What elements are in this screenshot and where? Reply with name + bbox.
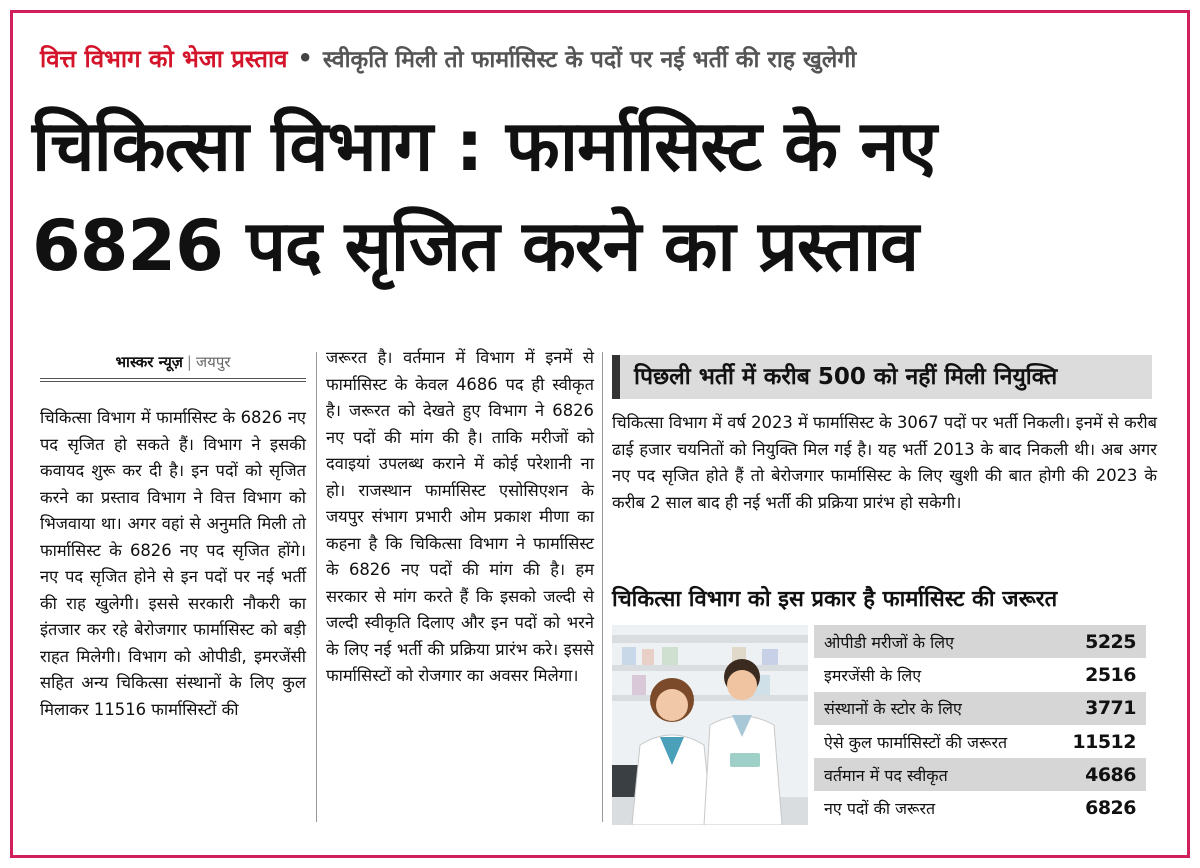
headline-line-2: 6826 पद सृजित करने का प्रस्ताव <box>32 205 919 287</box>
table-row <box>814 791 1146 824</box>
row-label: ऐसे कुल फार्मासिस्टों की जरूरत <box>824 732 1008 752</box>
row-label: ओपीडी मरीजों के लिए <box>824 632 954 652</box>
table-row <box>814 692 1146 725</box>
row-value: 2516 <box>1085 663 1136 686</box>
headline <box>32 96 1172 296</box>
headline-line-1: चिकित्सा विभाग : फार्मासिस्ट के नए <box>32 105 936 187</box>
sidebar-subhead: पिछली भर्ती में करीब 500 को नहीं मिली नियुक्ति <box>612 355 1152 399</box>
article-column-1: चिकित्सा विभाग में फार्मासिस्ट के 6826 नए पद सृजित हो सकते हैं। विभाग ने इसकी कवायद शुरू कर दी है। इन पदों को सृजित करने का प्रस्ताव विभाग ने वित्त विभाग को भिजवाया था। अगर वहां से अनुमति मिली तो फार्मासिस्ट के 6826 नए पद सृजित होंगे। नए पद सृजित होने से इन पदों पर नई भर्ती की राह खुलेगी। इससे सरकारी नौकरी का इंतजार कर रहे बेरोजगार फार्मासिस्ट को बड़ी राहत मिलेगी। विभाग को ओपीडी, इमरजेंसी सहित अन्य चिकित्सा संस्थानों के लिए कुल मिलाकर 11516 फार्मासिस्टों की <box>40 408 306 719</box>
kicker-subtext: स्वीकृति मिली तो फार्मासिस्ट के पदों पर नई भर्ती की राह खुलेगी <box>322 47 857 73</box>
row-label: इमरजेंसी के लिए <box>824 665 922 685</box>
row-value: 6826 <box>1085 797 1136 820</box>
needs-table <box>814 625 1146 825</box>
kicker-line <box>40 38 856 78</box>
row-label: वर्तमान में पद स्वीकृत <box>824 765 948 785</box>
pharmacist-photo <box>612 625 808 825</box>
table-title: चिकित्सा विभाग को इस प्रकार है फार्मासिस्ट की जरूरत <box>612 587 1058 612</box>
table-row <box>814 725 1146 758</box>
row-value: 5225 <box>1085 630 1136 653</box>
table-row <box>814 758 1146 791</box>
row-label: संस्थानों के स्टोर के लिए <box>824 699 962 719</box>
byline <box>40 352 306 382</box>
row-value: 11512 <box>1072 730 1136 753</box>
byline-city: जयपुर <box>195 353 231 371</box>
column-divider <box>602 352 603 822</box>
byline-separator: | <box>186 353 192 371</box>
row-value: 3771 <box>1085 697 1136 720</box>
row-value: 4686 <box>1085 763 1136 786</box>
article-column-2: जरूरत है। वर्तमान में विभाग में इनमें से फार्मासिस्ट के केवल 4686 पद ही स्वीकृत है। जरूरत को देखते हुए विभाग ने 6826 नए पदों की मांग की है। ताकि मरीजों को दवाइयां उपलब्ध कराने में कोई परेशानी ना हो। राजस्थान फार्मासिस्ट एसोसिएशन के जयपुर संभाग प्रभारी ओम प्रकाश मीणा का कहना है कि चिकित्सा विभाग ने फार्मासिस्ट के 6826 नए पदों की मांग की है। हम सरकार से मांग करते हैं कि इसको जल्दी से जल्दी स्वीकृति दिलाए और इन पदों को भरने के लिए नई भर्ती की प्रक्रिया प्रारंभ करे। इससे फार्मासिस्टों को रोजगार का अवसर मिलेगा। <box>326 348 594 685</box>
row-label: नए पदों की जरूरत <box>824 799 936 819</box>
table-row <box>814 625 1146 658</box>
kicker-label: वित्त विभाग को भेजा प्रस्ताव <box>40 44 288 73</box>
table-row <box>814 658 1146 691</box>
sidebar-text: चिकित्सा विभाग में वर्ष 2023 में फार्मासिस्ट के 3067 पदों पर भर्ती निकली। इनमें से करीब ढाई हजार चयनितों को नियुक्ति मिल गई है। यह भर्ती 2013 के बाद निकली थी। अब अगर नए पद सृजित होते हैं तो बेरोजगार फार्मासिस्ट के लिए खुशी की बात होगी की 2023 के करीब 2 साल बाद ही नई भर्ती की प्रक्रिया प्रारंभ हो सकेगी। <box>612 413 1157 512</box>
column-divider <box>316 352 317 822</box>
byline-source: भास्कर न्यूज़ <box>115 353 183 371</box>
kicker-bullet: • <box>297 44 313 72</box>
